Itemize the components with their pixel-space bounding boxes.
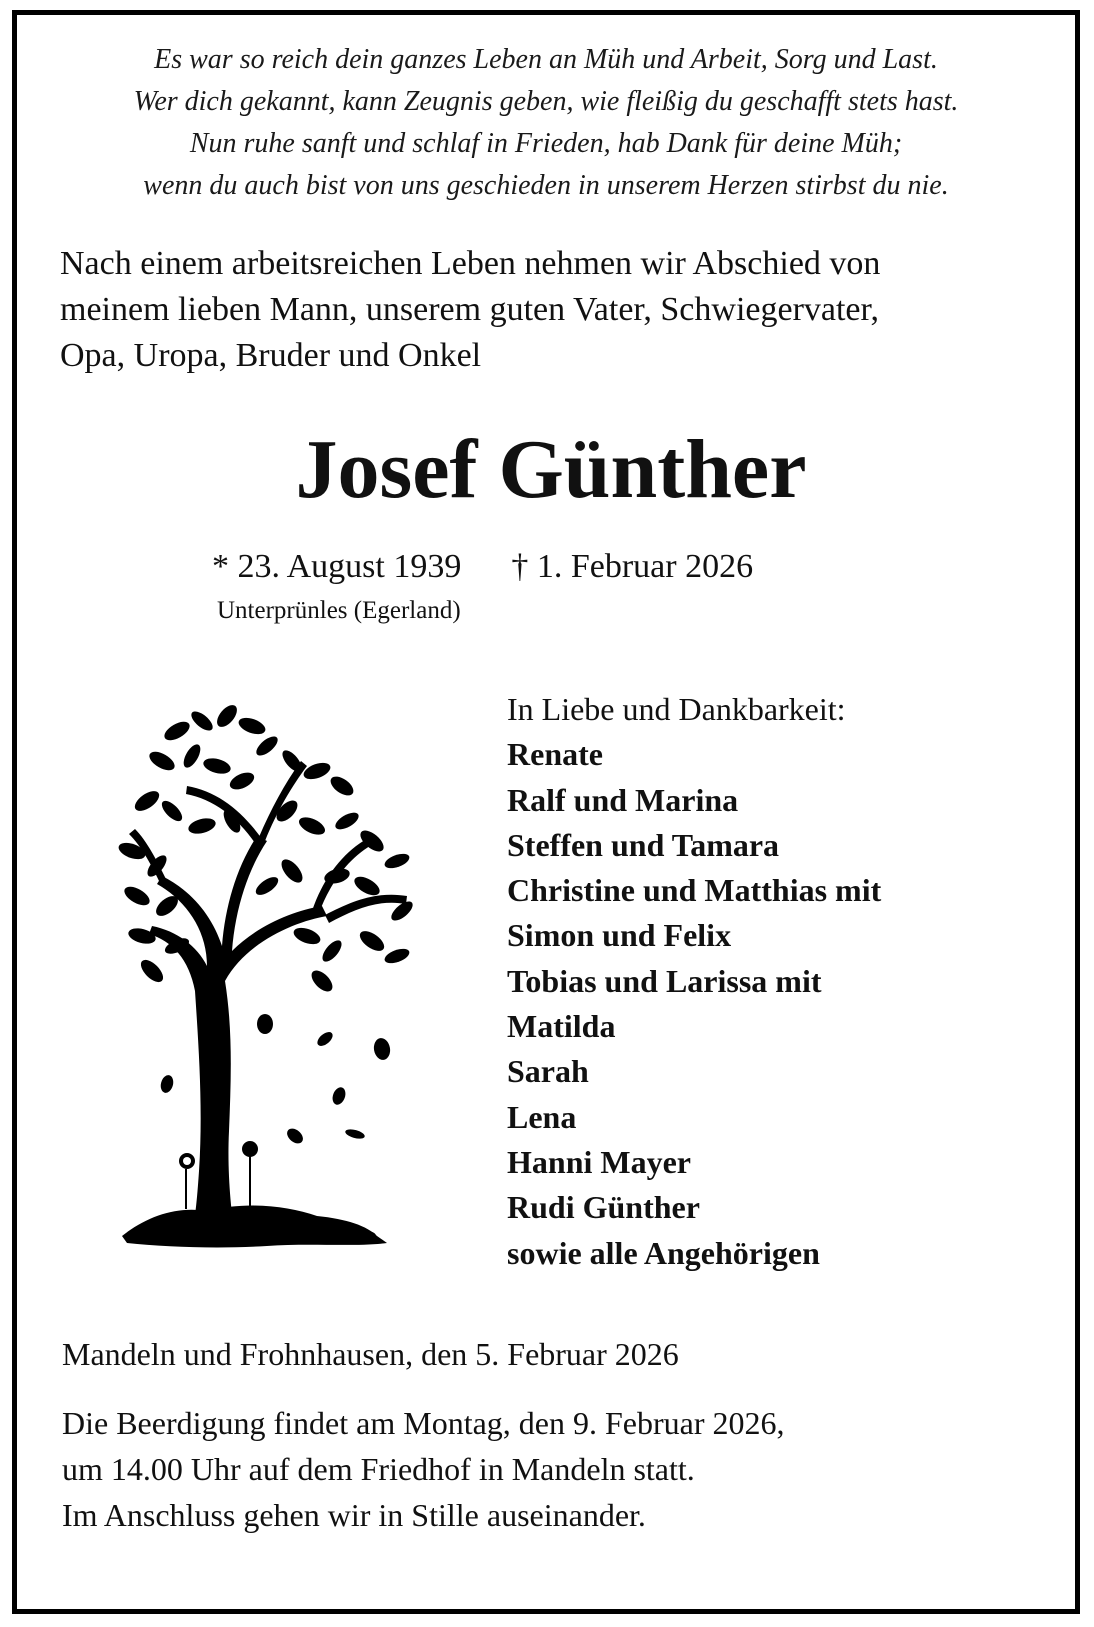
mourner-name: Lena — [507, 1098, 577, 1135]
death-date: † 1. Februar 2026 — [511, 548, 754, 585]
mourner-name: Christine und Matthias mit — [507, 872, 882, 909]
poem-line: Wer dich gekannt, kann Zeugnis geben, wie fleißig du geschafft stets hast. — [133, 86, 959, 117]
funeral-line: um 14.00 Uhr auf dem Friedhof in Mandeln statt. — [62, 1451, 695, 1487]
intro-text — [60, 241, 880, 379]
mourners-lead: In Liebe und Dankbarkeit: — [507, 691, 846, 727]
intro-line: Opa, Uropa, Bruder und Onkel — [60, 337, 482, 374]
funeral-line: Im Anschluss gehen wir in Stille auseinander. — [62, 1497, 646, 1533]
birthplace: Unterprünles (Egerland) — [217, 597, 461, 624]
life-dates — [212, 545, 753, 589]
mourner-name: Sarah — [507, 1053, 589, 1090]
obituary-frame — [12, 10, 1080, 1614]
intro-line: Nach einem arbeitsreichen Leben nehmen wir Abschied von — [60, 245, 881, 282]
poem-line: wenn du auch bist von uns geschieden in unserem Herzen stirbst du nie. — [143, 170, 949, 201]
deceased-name: Josef Günther — [295, 423, 807, 516]
mourner-name: Steffen und Tamara — [507, 826, 780, 863]
mourner-name: Simon und Felix — [507, 917, 732, 954]
intro-line: meinem lieben Mann, unserem guten Vater, Schwiegervater, — [60, 291, 879, 328]
mourner-name: sowie alle Angehörigen — [507, 1234, 820, 1271]
mourner-name: Hanni Mayer — [507, 1143, 691, 1180]
tree-with-falling-leaves-icon — [107, 691, 427, 1261]
mourners-list — [507, 687, 881, 1276]
birth-date: * 23. August 1939 — [212, 548, 462, 585]
poem-line: Nun ruhe sanft und schlaf in Frieden, hab Dank für deine Müh; — [189, 128, 903, 159]
funeral-notice — [62, 1400, 785, 1538]
mourner-name: Tobias und Larissa mit — [507, 962, 822, 999]
funeral-line: Die Beerdigung findet am Montag, den 9. Februar 2026, — [62, 1405, 785, 1441]
mourner-name: Ralf und Marina — [507, 781, 739, 818]
memorial-poem — [17, 39, 1075, 207]
place-and-date: Mandeln und Frohnhausen, den 5. Februar 2026 — [62, 1336, 679, 1372]
mourner-name: Rudi Günther — [507, 1189, 700, 1226]
mourner-name: Renate — [507, 736, 603, 773]
poem-line: Es war so reich dein ganzes Leben an Müh und Arbeit, Sorg und Last. — [154, 44, 938, 75]
mourner-name: Matilda — [507, 1008, 616, 1045]
